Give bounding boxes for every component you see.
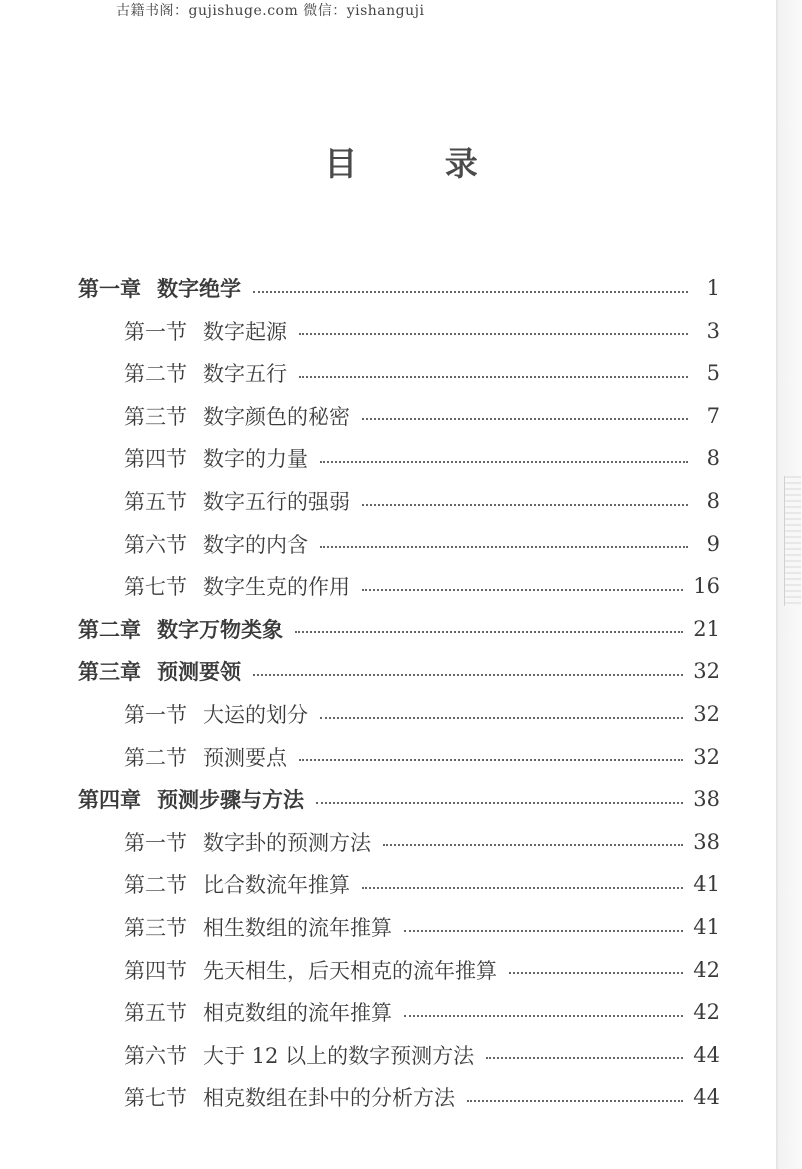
toc-entry-label <box>124 699 308 729</box>
toc-entry-number: 第一节 <box>124 830 187 855</box>
toc-entry-label <box>124 912 392 942</box>
toc-section-entry[interactable] <box>124 481 720 521</box>
toc-entry-title: 数字的内含 <box>203 532 308 557</box>
toc-entry-label <box>124 571 350 601</box>
toc-entry-label <box>78 784 304 814</box>
toc-dot-leader <box>362 417 688 420</box>
watermark-text: 古籍书阁：gujishuge.com 微信：yishanguji <box>116 3 425 19</box>
toc-entry-title: 先天相生，后天相克的流年推算 <box>203 958 497 983</box>
toc-entry-title: 数字绝学 <box>157 276 241 301</box>
toc-chapter-entry[interactable] <box>78 779 720 819</box>
toc-section-entry[interactable] <box>124 694 720 734</box>
toc-entry-title: 相生数组的流年推算 <box>203 916 392 940</box>
toc-entry-title: 数字五行 <box>203 362 287 387</box>
toc-entry-label <box>124 955 497 985</box>
toc-page-number: 44 <box>693 1085 720 1110</box>
toc-entry-label <box>124 443 308 473</box>
toc-entry-title: 比合数流年推算 <box>203 873 350 898</box>
toc-dot-leader <box>486 1056 683 1059</box>
toc-chapter-entry[interactable] <box>78 609 720 649</box>
toc-dot-leader <box>320 716 683 719</box>
toc-entry-number: 第二节 <box>124 745 187 770</box>
toc-page-number: 16 <box>693 574 720 599</box>
toc-entry-title: 数字万物类象 <box>157 616 283 642</box>
toc-page-number: 8 <box>706 446 720 471</box>
page-title: 目 录 <box>324 144 516 183</box>
toc-entry-label <box>124 1082 455 1112</box>
toc-dot-leader <box>320 545 688 548</box>
toc-dot-leader <box>299 332 688 335</box>
toc-entry-title: 数字的力量 <box>203 447 308 472</box>
toc-page-number: 1 <box>706 276 720 300</box>
toc-entry-label <box>124 827 371 857</box>
toc-entry-number: 第五节 <box>124 490 187 514</box>
toc-dot-leader <box>320 460 688 463</box>
toc-entry-label <box>124 358 287 388</box>
toc-section-entry[interactable] <box>124 822 720 862</box>
toc-page-number: 8 <box>706 489 720 513</box>
toc-section-entry[interactable] <box>124 311 720 351</box>
toc-entry-number: 第三节 <box>124 916 187 940</box>
toc-dot-leader <box>362 588 683 591</box>
toc-dot-leader <box>295 630 683 633</box>
toc-entry-number: 第一章 <box>78 276 141 301</box>
toc-section-entry[interactable] <box>124 950 720 990</box>
toc-section-entry[interactable] <box>124 992 720 1032</box>
toc-entry-title: 数字五行的强弱 <box>203 490 350 514</box>
toc-page-number: 3 <box>706 318 720 343</box>
toc-entry-number: 第一节 <box>124 703 187 727</box>
toc-dot-leader <box>383 843 683 846</box>
toc-page-number: 5 <box>706 361 720 386</box>
toc-entry-title: 数字起源 <box>203 319 287 344</box>
toc-entry-title: 预测步骤与方法 <box>157 787 304 813</box>
toc-section-entry[interactable] <box>124 438 720 478</box>
toc-page-number: 44 <box>693 1042 720 1067</box>
toc-dot-leader <box>299 758 683 761</box>
toc-page-number: 32 <box>693 659 720 684</box>
toc-section-entry[interactable] <box>124 524 720 564</box>
toc-page-number: 9 <box>706 531 720 556</box>
toc-entry-title: 数字生克的作用 <box>203 575 350 600</box>
toc-page-number: 38 <box>693 787 720 812</box>
toc-chapter-entry[interactable] <box>78 268 720 308</box>
toc-entry-label <box>124 529 308 559</box>
toc-entry-label <box>124 316 287 346</box>
toc-page-number: 41 <box>693 915 720 939</box>
toc-section-entry[interactable] <box>124 737 720 777</box>
toc-page-number: 32 <box>693 702 720 726</box>
toc-entry-label <box>124 486 350 516</box>
toc-page-number: 42 <box>693 957 720 982</box>
toc-entry-title: 预测要领 <box>157 659 241 685</box>
toc-entry-label <box>78 614 283 644</box>
toc-entry-number: 第七节 <box>124 575 187 600</box>
toc-section-entry[interactable] <box>124 864 720 904</box>
toc-page-number: 21 <box>693 616 720 641</box>
toc-entry-label <box>124 1040 474 1070</box>
toc-section-entry[interactable] <box>124 1077 720 1117</box>
toc-entry-title: 数字颜色的秘密 <box>203 404 350 429</box>
toc-entry-title: 大运的划分 <box>203 703 308 727</box>
toc-entry-title: 预测要点 <box>203 745 287 770</box>
toc-dot-leader <box>509 971 683 974</box>
toc-dot-leader <box>362 886 683 889</box>
toc-dot-leader <box>362 503 688 506</box>
toc-entry-title: 大于 12 以上的数字预测方法 <box>203 1043 475 1068</box>
toc-entry-title: 数字卦的预测方法 <box>203 830 371 855</box>
toc-entry-number: 第三节 <box>124 404 187 429</box>
toc-page-number: 41 <box>693 872 720 897</box>
toc-section-entry[interactable] <box>124 907 720 947</box>
toc-chapter-entry[interactable] <box>78 651 720 691</box>
toc-dot-leader <box>299 375 688 378</box>
toc-entry-label <box>124 401 350 431</box>
toc-entry-title: 相克数组的流年推算 <box>203 1001 392 1026</box>
toc-entry-label <box>124 997 392 1027</box>
toc-entry-label <box>124 869 350 899</box>
toc-entry-label <box>78 273 241 303</box>
toc-dot-leader <box>467 1099 683 1102</box>
toc-entry-number: 第二章 <box>78 616 141 642</box>
toc-dot-leader <box>253 290 688 293</box>
toc-entry-title: 相克数组在卦中的分析方法 <box>203 1086 455 1111</box>
toc-entry-number: 第七节 <box>124 1086 187 1111</box>
toc-entry-number: 第六节 <box>124 1043 187 1068</box>
toc-entry-label <box>124 742 287 772</box>
toc-dot-leader <box>316 801 683 804</box>
toc-entry-number: 第四章 <box>78 787 141 813</box>
binding-mark <box>784 476 801 606</box>
toc-section-entry[interactable] <box>124 396 720 436</box>
toc-dot-leader <box>253 673 683 676</box>
toc-entry-number: 第四节 <box>124 447 187 472</box>
toc-section-entry[interactable] <box>124 1035 720 1075</box>
toc-page-number: 7 <box>706 403 720 428</box>
toc-page-number: 38 <box>693 829 720 854</box>
toc-entry-label <box>78 656 241 686</box>
toc-entry-number: 第三章 <box>78 659 141 685</box>
toc-dot-leader <box>404 929 683 932</box>
toc-section-entry[interactable] <box>124 566 720 606</box>
toc-entry-number: 第二节 <box>124 362 187 387</box>
toc-entry-number: 第四节 <box>124 958 187 983</box>
toc-page-number: 32 <box>693 744 720 769</box>
toc-section-entry[interactable] <box>124 353 720 393</box>
toc-page-number: 42 <box>693 1000 720 1025</box>
toc-entry-number: 第二节 <box>124 873 187 898</box>
toc-entry-number: 第六节 <box>124 532 187 557</box>
toc-entry-number: 第五节 <box>124 1001 187 1026</box>
toc-entry-number: 第一节 <box>124 319 187 344</box>
toc-dot-leader <box>404 1014 683 1017</box>
